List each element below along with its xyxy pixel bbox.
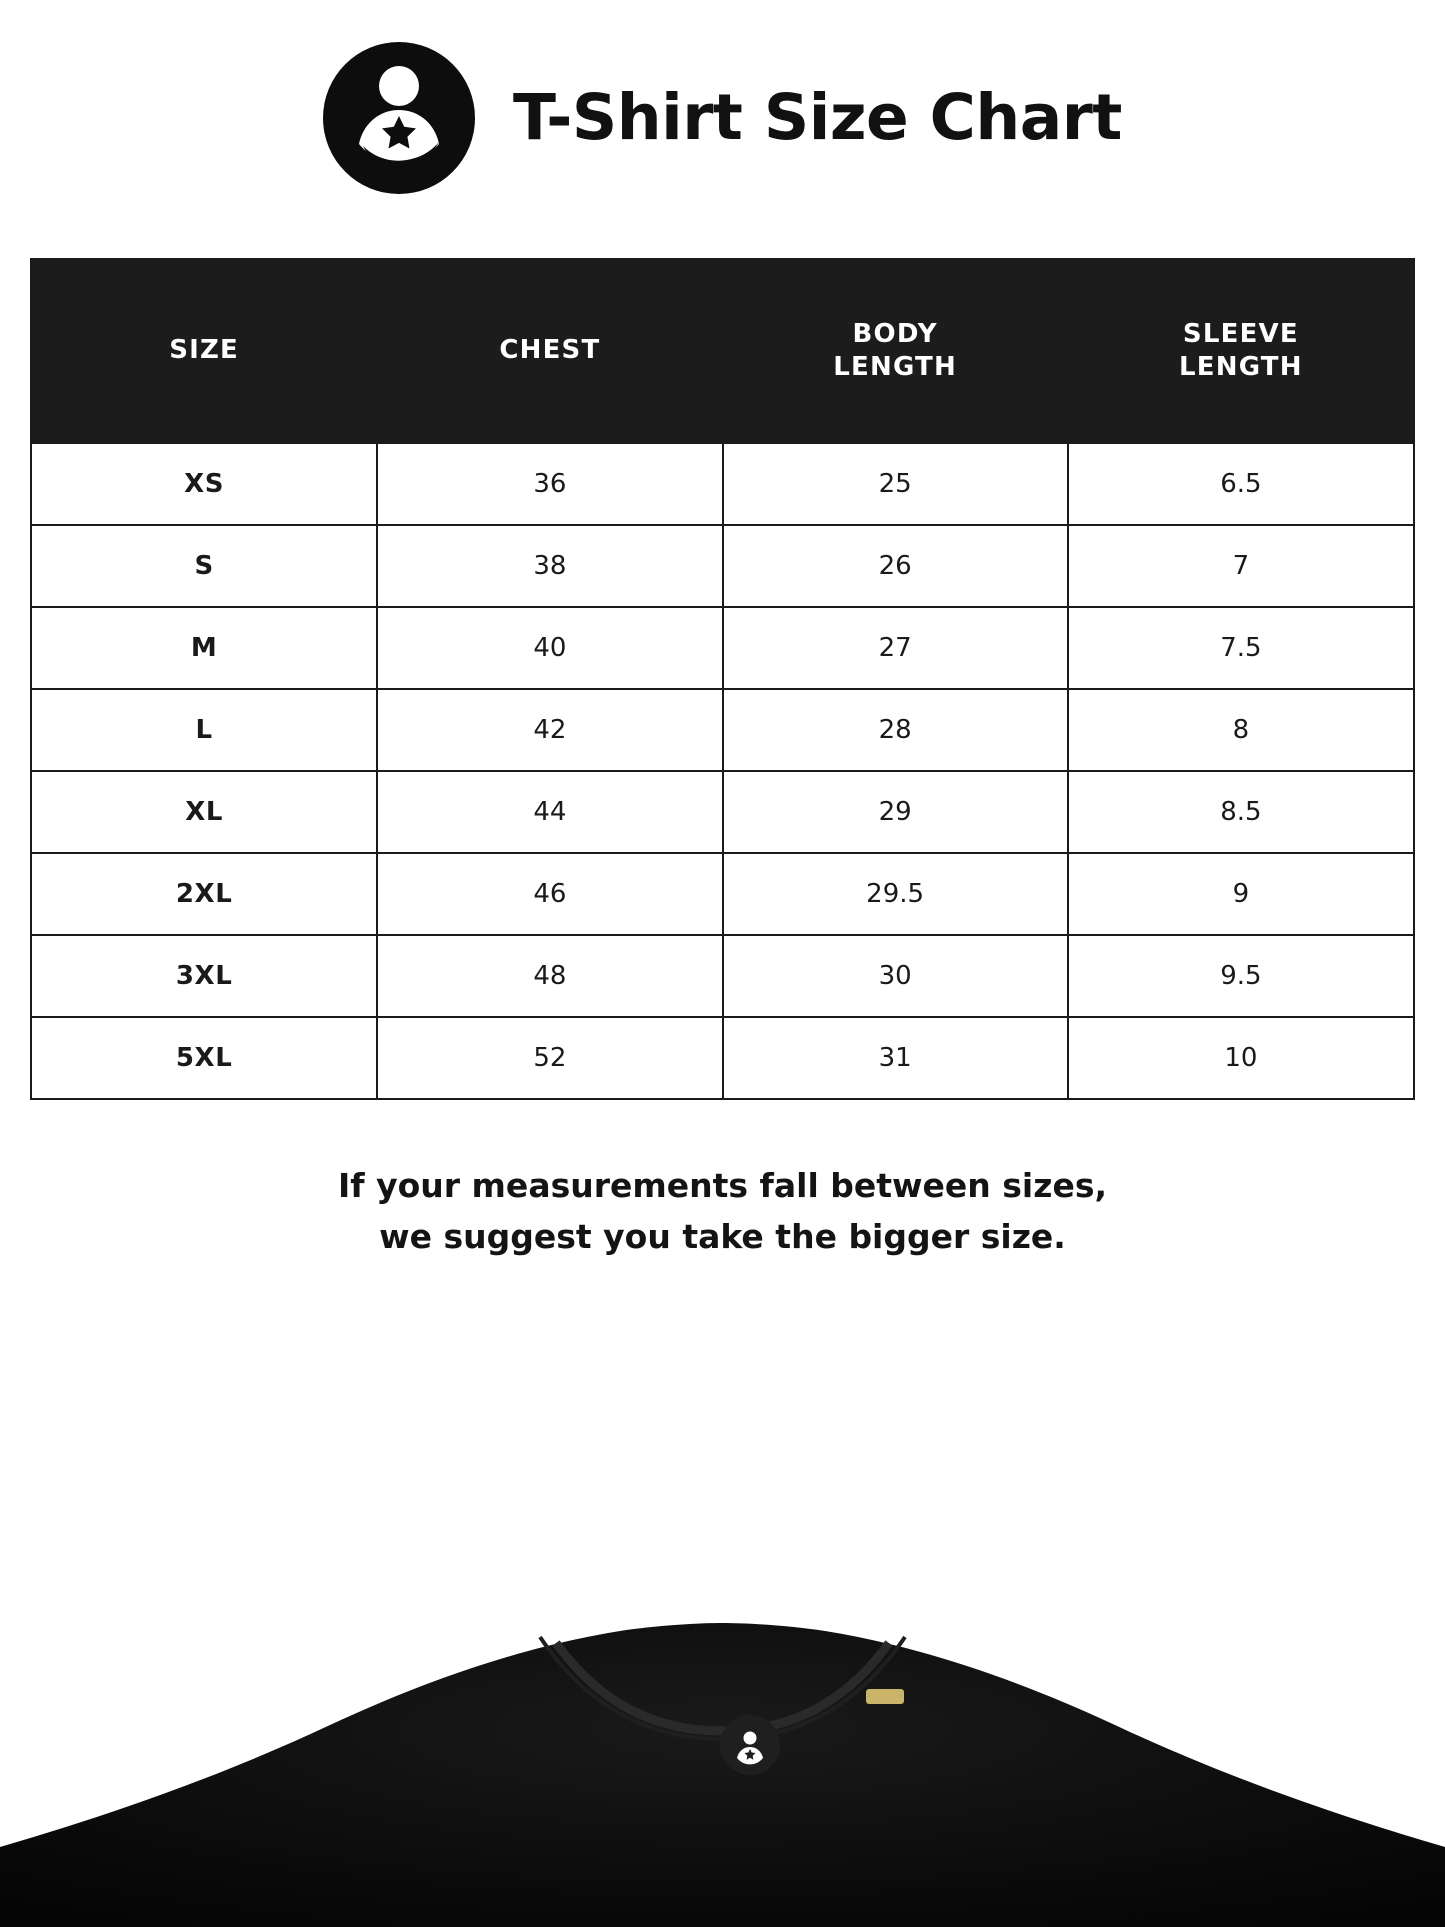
cell-body-length: 30 [723,935,1068,1017]
cell-sleeve-length: 6.5 [1068,443,1413,525]
cell-body-length: 27 [723,607,1068,689]
cell-sleeve-length: 7 [1068,525,1413,607]
table-row [32,689,1413,771]
column-header-size-line1: SIZE [169,335,240,366]
column-header-body-length [723,260,1068,443]
sizing-note [173,1160,1273,1262]
column-header-sleeve-length-line2: LENGTH [1179,352,1303,382]
column-header-chest-line1: CHEST [499,335,601,366]
cell-chest: 38 [377,525,722,607]
cell-size: XL [32,771,377,853]
column-header-size [32,260,377,443]
cell-size: S [32,525,377,607]
cell-body-length: 28 [723,689,1068,771]
black-tshirt-neckline-photo [0,1597,1445,1927]
column-header-sleeve-length-line1: SLEEVE [1182,318,1299,349]
table-row [32,771,1413,853]
cell-size: M [32,607,377,689]
cell-size: L [32,689,377,771]
cell-sleeve-length: 10 [1068,1017,1413,1098]
cell-chest: 42 [377,689,722,771]
size-table-container [30,258,1415,1100]
cell-chest: 36 [377,443,722,525]
table-row [32,443,1413,525]
cell-body-length: 29 [723,771,1068,853]
cell-chest: 44 [377,771,722,853]
cell-sleeve-length: 8 [1068,689,1413,771]
table-header-row [32,260,1413,443]
page-header [0,0,1445,210]
table-row [32,935,1413,1017]
column-header-chest [377,260,722,443]
column-header-body-length-line2: LENGTH [833,352,957,382]
table-row [32,1017,1413,1098]
table-row [32,525,1413,607]
table-row [32,853,1413,935]
brand-logo-icon [323,42,475,194]
cell-size: 2XL [32,853,377,935]
cell-body-length: 29.5 [723,853,1068,935]
column-header-body-length-line1: BODY [852,318,938,349]
sizing-note-line2: we suggest you take the bigger size. [379,1217,1066,1257]
sizing-note-line1: If your measurements fall between sizes, [337,1166,1108,1205]
cell-body-length: 26 [723,525,1068,607]
cell-chest: 46 [377,853,722,935]
cell-chest: 52 [377,1017,722,1098]
cell-chest: 48 [377,935,722,1017]
cell-size: 3XL [32,935,377,1017]
cell-size: 5XL [32,1017,377,1098]
cell-sleeve-length: 9 [1068,853,1413,935]
table-row [32,607,1413,689]
column-header-sleeve-length [1068,260,1413,443]
cell-body-length: 31 [723,1017,1068,1098]
cell-size: XS [32,443,377,525]
cell-chest: 40 [377,607,722,689]
cell-body-length: 25 [723,443,1068,525]
page-title: T-Shirt Size Chart [513,80,1122,154]
cell-sleeve-length: 7.5 [1068,607,1413,689]
size-table [32,260,1413,1098]
cell-sleeve-length: 8.5 [1068,771,1413,853]
cell-sleeve-length: 9.5 [1068,935,1413,1017]
